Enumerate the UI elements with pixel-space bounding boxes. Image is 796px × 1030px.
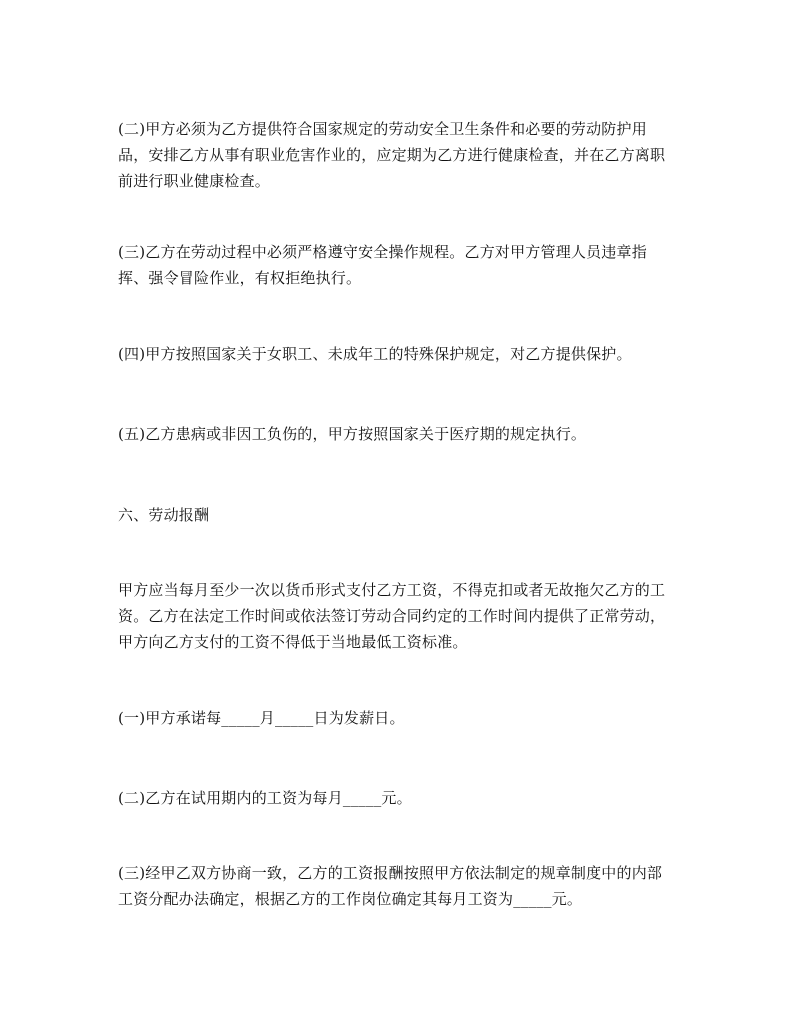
clause-5-medical-period <box>118 421 698 447</box>
clause-4-special-protection <box>118 341 698 367</box>
text-line: 品，安排乙方从事有职业危害作业的，应定期为乙方进行健康检查，并在乙方离职 <box>118 146 666 164</box>
text-line: (二)乙方在试用期内的工资为每月_____元。 <box>118 789 412 807</box>
clause-3-monthly-wage <box>118 860 698 912</box>
text-line: (一)甲方承诺每_____月_____日为发薪日。 <box>118 709 405 727</box>
clause-3-safety-rules <box>118 239 698 291</box>
text-line: 前进行职业健康检查。 <box>118 172 271 190</box>
text-line: 挥、强令冒险作业，有权拒绝执行。 <box>118 269 362 287</box>
clause-1-payday <box>118 705 698 731</box>
remuneration-paragraph <box>118 577 698 655</box>
clause-2-protection-equipment <box>118 116 698 194</box>
text-line: (二)甲方必须为乙方提供符合国家规定的劳动安全卫生条件和必要的劳动防护用 <box>118 120 647 138</box>
text-line: (五)乙方患病或非因工负伤的，甲方按照国家关于医疗期的规定执行。 <box>118 425 587 443</box>
text-line: (三)乙方在劳动过程中必须严格遵守安全操作规程。乙方对甲方管理人员违章指 <box>118 243 647 261</box>
text-line: 甲方应当每月至少一次以货币形式支付乙方工资，不得克扣或者无故拖欠乙方的工 <box>118 581 666 599</box>
text-line: 资。乙方在法定工作时间或依法签订劳动合同约定的工作时间内提供了正常劳动， <box>118 607 666 625</box>
section-title: 六、劳动报酬 <box>118 506 210 524</box>
text-line: (三)经甲乙双方协商一致，乙方的工资报酬按照甲方依法制定的规章制度中的内部 <box>118 864 663 882</box>
section-heading-remuneration <box>118 502 698 528</box>
text-line: 甲方向乙方支付的工资不得低于当地最低工资标准。 <box>118 633 468 651</box>
text-line: (四)甲方按照国家关于女职工、未成年工的特殊保护规定，对乙方提供保护。 <box>118 345 632 363</box>
clause-2-probation-wage <box>118 785 698 811</box>
text-line: 工资分配办法确定，根据乙方的工作岗位确定其每月工资为_____元。 <box>118 890 583 908</box>
